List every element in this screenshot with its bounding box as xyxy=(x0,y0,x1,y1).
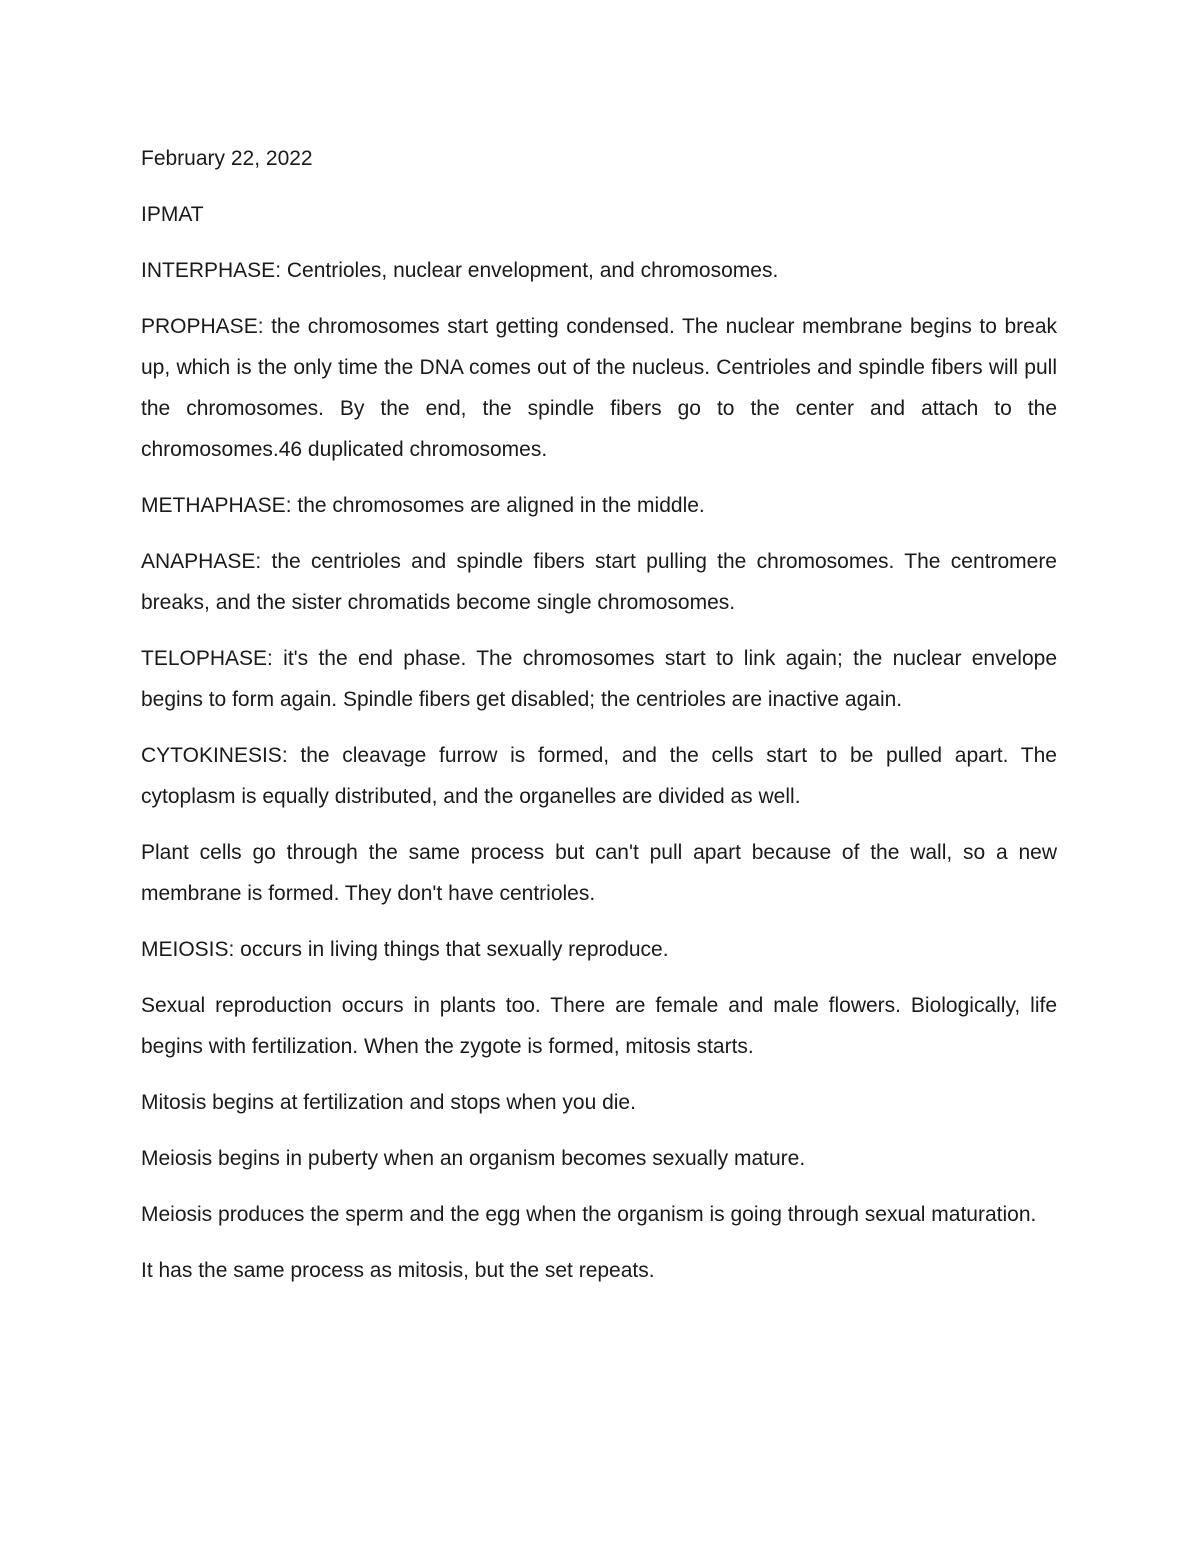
paragraph-same-process: It has the same process as mitosis, but the set repeats. xyxy=(141,1259,655,1282)
document-date: February 22, 2022 xyxy=(141,147,313,170)
paragraph-mitosis-begins: Mitosis begins at fertilization and stops when you die. xyxy=(141,1091,636,1114)
paragraph-meiosis-produces: Meiosis produces the sperm and the egg when the organism is going through sexual maturation. xyxy=(141,1203,1037,1226)
paragraph-cytokinesis: CYTOKINESIS: the cleavage furrow is formed, and the cells start to be pulled apart. The cytoplasm is equally distributed, and the organelles are divided as well. xyxy=(141,744,1057,808)
paragraph-metaphase: METHAPHASE: the chromosomes are aligned in the middle. xyxy=(141,494,705,517)
paragraph-anaphase: ANAPHASE: the centrioles and spindle fibers start pulling the chromosomes. The centromere breaks, and the sister chromatids become single chromosomes. xyxy=(141,550,1057,614)
document-body xyxy=(141,138,1057,1306)
paragraph-meiosis: MEIOSIS: occurs in living things that sexually reproduce. xyxy=(141,938,669,961)
paragraph-plant-cells: Plant cells go through the same process but can't pull apart because of the wall, so a new membrane is formed. They don't have centrioles. xyxy=(141,841,1057,905)
paragraph-meiosis-begins: Meiosis begins in puberty when an organism becomes sexually mature. xyxy=(141,1147,806,1170)
paragraph-interphase: INTERPHASE: Centrioles, nuclear envelopment, and chromosomes. xyxy=(141,259,779,282)
paragraph-sexual-reproduction: Sexual reproduction occurs in plants too. There are female and male flowers. Biologically, life begins with fertilization. When the zygote is formed, mitosis starts. xyxy=(141,994,1057,1058)
paragraph-prophase: PROPHASE: the chromosomes start getting condensed. The nuclear membrane begins to break up, which is the only time the DNA comes out of the nucleus. Centrioles and spindle fibers will pull the chromosomes. By the end, the spindle fibers go to the center and attach to the chromosomes.46 duplicated chromosomes. xyxy=(141,315,1057,461)
paragraph-telophase: TELOPHASE: it's the end phase. The chromosomes start to link again; the nuclear envelope begins to form again. Spindle fibers get disabled; the centrioles are inactive again. xyxy=(141,647,1057,711)
document-heading: IPMAT xyxy=(141,203,204,226)
